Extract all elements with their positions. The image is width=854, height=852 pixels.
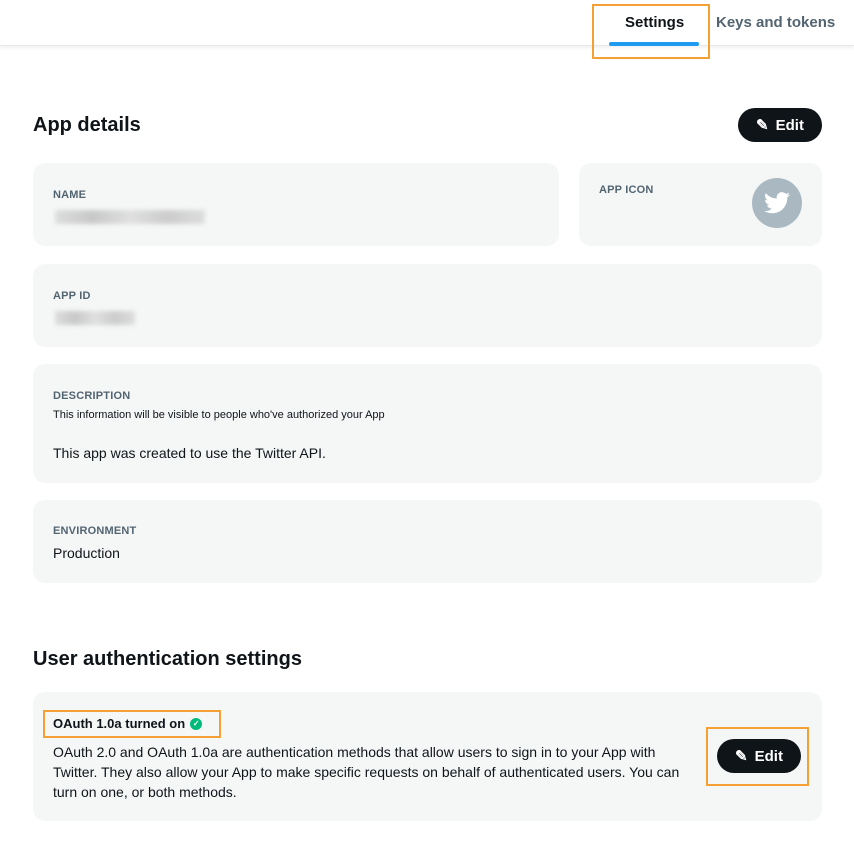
environment-label: ENVIRONMENT (53, 525, 137, 537)
app-icon-card (579, 163, 822, 246)
user-auth-title: User authentication settings (33, 648, 302, 670)
app-details-title: App details (33, 114, 141, 136)
check-circle-icon: ✓ (190, 718, 202, 730)
description-card (33, 364, 822, 483)
environment-card (33, 500, 822, 583)
app-id-card (33, 264, 822, 347)
app-id-label: APP ID (53, 290, 91, 302)
auth-description: OAuth 2.0 and OAuth 1.0a are authentication methods that allow users to sign in to your App with Twitter. They also allow your App to make specific requests on behalf of authenticated users. You can turn on one, or both methods. (53, 744, 680, 800)
environment-value: Production (53, 545, 120, 561)
pencil-icon: ✎ (735, 748, 748, 765)
highlight-box (706, 727, 809, 786)
app-id-value-redacted (55, 311, 135, 325)
name-card (33, 163, 559, 246)
highlight-box (43, 710, 221, 738)
twitter-bird-icon (752, 178, 802, 228)
tab-settings[interactable]: Settings (625, 14, 685, 31)
highlight-box (592, 4, 710, 59)
name-value-redacted (55, 210, 205, 224)
tab-keys-and-tokens[interactable]: Keys and tokens (716, 14, 836, 31)
description-label: DESCRIPTION (53, 390, 131, 402)
oauth-status: OAuth 1.0a turned on ✓ (53, 716, 202, 731)
app-details-edit-button[interactable]: ✎ Edit (738, 108, 822, 142)
pencil-icon: ✎ (756, 117, 769, 134)
app-icon-label: APP ICON (599, 184, 654, 196)
description-value: This app was created to use the Twitter API. (53, 445, 326, 461)
description-hint: This information will be visible to people who've authorized your App (53, 409, 385, 421)
top-nav (0, 0, 854, 46)
user-auth-edit-button[interactable]: ✎ Edit (717, 739, 801, 773)
name-label: NAME (53, 189, 87, 201)
